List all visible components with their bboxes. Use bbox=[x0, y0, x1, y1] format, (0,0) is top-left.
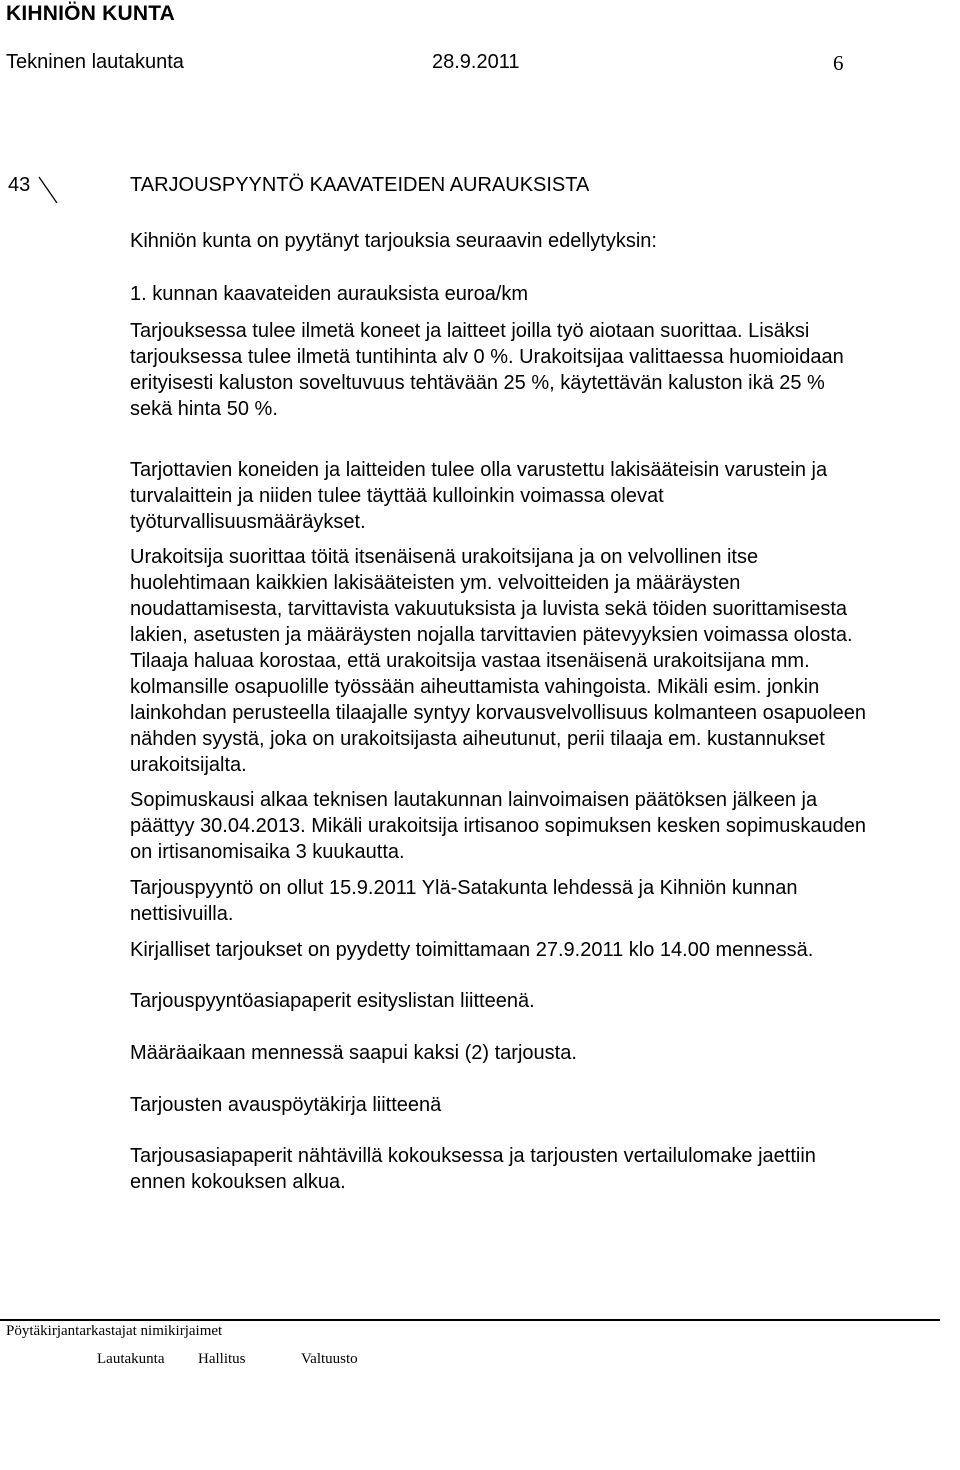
text-line: Tilaaja haluaa korostaa, että urakoitsija vastaa itsenäisenä urakoitsijana mm. bbox=[130, 650, 810, 672]
paragraph-attachments bbox=[130, 988, 940, 1014]
text-line: Sopimuskausi alkaa teknisen lautakunnan lainvoimaisen päätöksen jälkeen ja bbox=[130, 789, 818, 811]
section-number: 43 bbox=[8, 174, 31, 196]
committee-name: Tekninen lautakunta bbox=[6, 51, 184, 73]
footer-initials-valtuusto: Valtuusto bbox=[301, 1351, 358, 1367]
text-line: 1. kunnan kaavateiden aurauksista euroa/km bbox=[130, 283, 529, 305]
text-line: tarjouksessa tulee ilmetä tuntihinta alv 0 %. Urakoitsijaa valittaessa huomioidaan bbox=[130, 346, 844, 368]
page-number: 6 bbox=[833, 51, 844, 75]
footer-initials-hallitus: Hallitus bbox=[198, 1351, 246, 1367]
text-line: lakien, asetusten ja määräysten nojalla tarvittavien pätevyyksien voimassa olosta. bbox=[130, 624, 853, 646]
intro-paragraph bbox=[130, 228, 940, 254]
text-line: kolmansille osapuolille työssään aiheuttamista vahingoista. Mikäli esim. jonkin bbox=[130, 676, 820, 698]
footer-divider bbox=[0, 1319, 940, 1321]
paragraph-equipment-safety bbox=[130, 457, 940, 535]
meeting-date: 28.9.2011 bbox=[432, 51, 520, 73]
footer-label: Pöytäkirjantarkastajat nimikirjaimet bbox=[6, 1323, 223, 1339]
text-line: Kirjalliset tarjoukset on pyydetty toimittamaan 27.9.2011 klo 14.00 mennessä. bbox=[130, 939, 814, 961]
text-line: lainkohdan perusteella tilaajalle syntyy korvausvelvollisuus kolmanteen osapuoleen bbox=[130, 702, 866, 724]
text-line: päättyy 30.04.2013. Mikäli urakoitsija irtisanoo sopimuksen kesken sopimuskauden bbox=[130, 815, 866, 837]
paragraph-deadline bbox=[130, 937, 940, 963]
paragraph-bid-contents bbox=[130, 318, 940, 422]
paragraph-contractor-obligations bbox=[130, 544, 940, 778]
organization-name: KIHNIÖN KUNTA bbox=[6, 2, 176, 25]
section-title: TARJOUSPYYNTÖ KAAVATEIDEN AURAUKSISTA bbox=[130, 174, 590, 196]
text-line: Kihniön kunta on pyytänyt tarjouksia seuraavin edellytyksin: bbox=[130, 230, 657, 252]
text-line: erityisesti kaluston soveltuvuus tehtävään 25 %, käytettävän kaluston ikä 25 % bbox=[130, 372, 825, 394]
section-sign-icon bbox=[36, 175, 60, 205]
paragraph-opening-record bbox=[130, 1092, 940, 1118]
text-line: turvalaittein ja niiden tulee täyttää kulloinkin voimassa olevat bbox=[130, 485, 664, 507]
text-line: sekä hinta 50 %. bbox=[130, 398, 278, 420]
text-line: on irtisanomisaika 3 kuukautta. bbox=[130, 841, 405, 863]
footer-initials-lautakunta: Lautakunta bbox=[97, 1351, 165, 1367]
text-line: Urakoitsija suorittaa töitä itsenäisenä urakoitsijana ja on velvollinen itse bbox=[130, 546, 759, 568]
text-line: työturvallisuusmääräykset. bbox=[130, 511, 366, 533]
text-line: Määräaikaan mennessä saapui kaksi (2) tarjousta. bbox=[130, 1042, 577, 1064]
text-line: Tarjousten avauspöytäkirja liitteenä bbox=[130, 1094, 442, 1116]
text-line: Tarjouspyyntö on ollut 15.9.2011 Ylä-Satakunta lehdessä ja Kihniön kunnan bbox=[130, 877, 798, 899]
paragraph-bids-received bbox=[130, 1040, 940, 1066]
text-line: nähden syystä, joka on urakoitsijasta aiheutunut, perii tilaaja em. kustannukset bbox=[130, 728, 825, 750]
text-line: Tarjottavien koneiden ja laitteiden tulee olla varustettu lakisääteisin varustein ja bbox=[130, 459, 828, 481]
text-line: Tarjouspyyntöasiapaperit esityslistan liitteenä. bbox=[130, 990, 535, 1012]
paragraph-comparison-form bbox=[130, 1143, 940, 1195]
text-line: Tarjouksessa tulee ilmetä koneet ja laitteet joilla työ aiotaan suorittaa. Lisäksi bbox=[130, 320, 810, 342]
paragraph-tender-publication bbox=[130, 875, 940, 927]
condition-item-1 bbox=[130, 281, 940, 307]
text-line: ennen kokouksen alkua. bbox=[130, 1171, 346, 1193]
text-line: huolehtimaan kaikkien lakisääteisten ym. velvoitteiden ja määräysten bbox=[130, 572, 741, 594]
paragraph-contract-period bbox=[130, 787, 940, 865]
text-line: Tarjousasiapaperit nähtävillä kokouksessa ja tarjousten vertailulomake jaettiin bbox=[130, 1145, 816, 1167]
text-line: noudattamisesta, tarvittavista vakuutuksista ja luvista sekä töiden suorittamisesta bbox=[130, 598, 848, 620]
text-line: urakoitsijalta. bbox=[130, 754, 247, 776]
text-line: nettisivuilla. bbox=[130, 903, 234, 925]
